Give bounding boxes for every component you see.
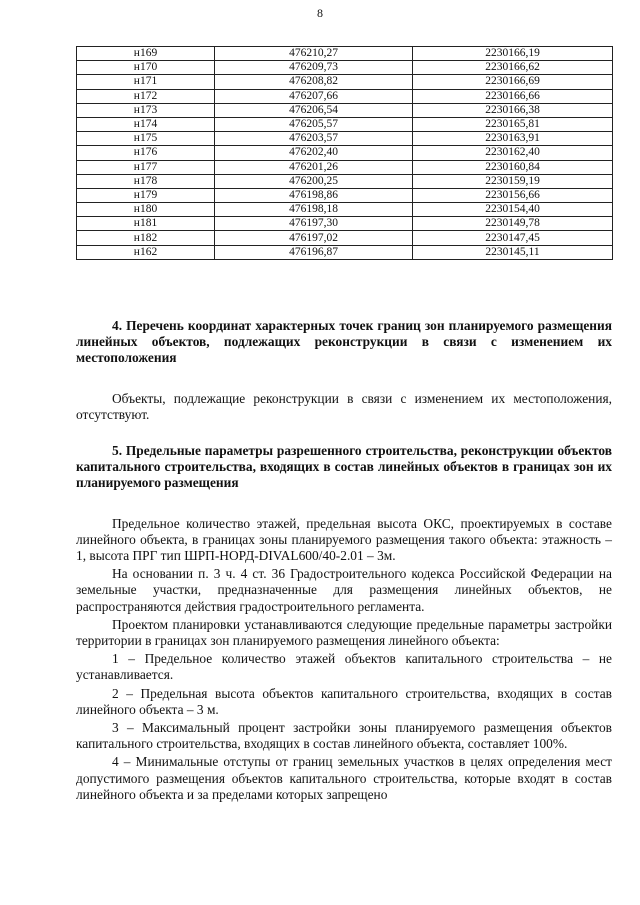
section-5-paragraph: На основании п. 3 ч. 4 ст. 36 Градостроительного кодекса Российской Федерации на земельные участки, предназначенные для размещения линейных объектов, не распространяются действия градостроительного регламента. [76, 566, 612, 614]
section-5-paragraph: 1 – Предельное количество этажей объектов капитального строительства – не устанавливается. [76, 651, 612, 683]
y-coordinate: 2230166,69 [413, 75, 613, 89]
section-5-heading: 5. Предельные параметры разрешенного строительства, реконструкции объектов капитального строительства, входящих в состав линейных объектов в границах зон их планируемого размещения [76, 443, 612, 491]
section-5-paragraph: 4 – Минимальные отступы от границ земельных участков в целях определения мест допустимого размещения объектов капитального строительства, которые входят в состав линейного объекта и за пределами которых запрещено [76, 754, 612, 802]
table-row [77, 146, 613, 160]
y-coordinate: 2230145,11 [413, 245, 613, 259]
point-label: н170 [77, 61, 215, 75]
x-coordinate: 476198,86 [215, 188, 413, 202]
point-label: н171 [77, 75, 215, 89]
point-label: н169 [77, 47, 215, 61]
table-row [77, 203, 613, 217]
table-row [77, 61, 613, 75]
x-coordinate: 476205,57 [215, 117, 413, 131]
point-label: н182 [77, 231, 215, 245]
point-label: н181 [77, 217, 215, 231]
y-coordinate: 2230162,40 [413, 146, 613, 160]
y-coordinate: 2230165,81 [413, 117, 613, 131]
table-row [77, 188, 613, 202]
y-coordinate: 2230154,40 [413, 203, 613, 217]
x-coordinate: 476209,73 [215, 61, 413, 75]
table-row [77, 174, 613, 188]
page-number: 8 [317, 6, 323, 20]
y-coordinate: 2230147,45 [413, 231, 613, 245]
coordinates-table-body [77, 47, 613, 260]
x-coordinate: 476200,25 [215, 174, 413, 188]
point-label: н174 [77, 117, 215, 131]
y-coordinate: 2230166,38 [413, 103, 613, 117]
y-coordinate: 2230156,66 [413, 188, 613, 202]
x-coordinate: 476196,87 [215, 245, 413, 259]
table-row [77, 103, 613, 117]
document-content [76, 318, 612, 803]
x-coordinate: 476208,82 [215, 75, 413, 89]
point-label: н172 [77, 89, 215, 103]
section-5-paragraph: Проектом планировки устанавливаются следующие предельные параметры застройки территории в границах зон планируемого размещения линейного объекта: [76, 616, 612, 649]
table-row [77, 132, 613, 146]
point-label: н178 [77, 174, 215, 188]
x-coordinate: 476206,54 [215, 103, 413, 117]
y-coordinate: 2230166,19 [413, 47, 613, 61]
table-row [77, 231, 613, 245]
point-label: н173 [77, 103, 215, 117]
section-4-heading: 4. Перечень координат характерных точек границ зон планируемого размещения линейных объектов, подлежащих реконструкции в связи с изменением их местоположения [76, 318, 612, 366]
table-row [77, 117, 613, 131]
x-coordinate: 476210,27 [215, 47, 413, 61]
point-label: н179 [77, 188, 215, 202]
x-coordinate: 476203,57 [215, 132, 413, 146]
point-label: н162 [77, 245, 215, 259]
table-row [77, 75, 613, 89]
section-4-text: Объекты, подлежащие реконструкции в связи с изменением их местоположения, отсутствуют. [76, 390, 612, 422]
table-row [77, 160, 613, 174]
x-coordinate: 476198,18 [215, 203, 413, 217]
x-coordinate: 476202,40 [215, 146, 413, 160]
x-coordinate: 476207,66 [215, 89, 413, 103]
point-label: н180 [77, 203, 215, 217]
table-row [77, 217, 613, 231]
point-label: н176 [77, 146, 215, 160]
x-coordinate: 476197,30 [215, 217, 413, 231]
x-coordinate: 476197,02 [215, 231, 413, 245]
table-row [77, 245, 613, 259]
y-coordinate: 2230166,66 [413, 89, 613, 103]
point-label: н177 [77, 160, 215, 174]
y-coordinate: 2230149,78 [413, 217, 613, 231]
y-coordinate: 2230159,19 [413, 174, 613, 188]
section-5-paragraph: 2 – Предельная высота объектов капитального строительства, входящих в состав линейного объекта – 3 м. [76, 685, 612, 717]
x-coordinate: 476201,26 [215, 160, 413, 174]
y-coordinate: 2230163,91 [413, 132, 613, 146]
coordinates-table [76, 46, 613, 260]
table-row [77, 89, 613, 103]
point-label: н175 [77, 132, 215, 146]
section-5-paragraph: Предельное количество этажей, предельная высота ОКС, проектируемых в составе линейного объекта, в границах зоны планируемого размещения такого объекта: этажность – 1, высота ПРГ тип ШРП-НОРД-DIVAL600/40-2.01 – 3м. [76, 515, 612, 564]
y-coordinate: 2230166,62 [413, 61, 613, 75]
table-row [77, 47, 613, 61]
section-5-paragraph: 3 – Максимальный процент застройки зоны планируемого размещения объектов капитального строительства, входящих в состав линейного объекта, составляет 100%. [76, 720, 612, 752]
y-coordinate: 2230160,84 [413, 160, 613, 174]
